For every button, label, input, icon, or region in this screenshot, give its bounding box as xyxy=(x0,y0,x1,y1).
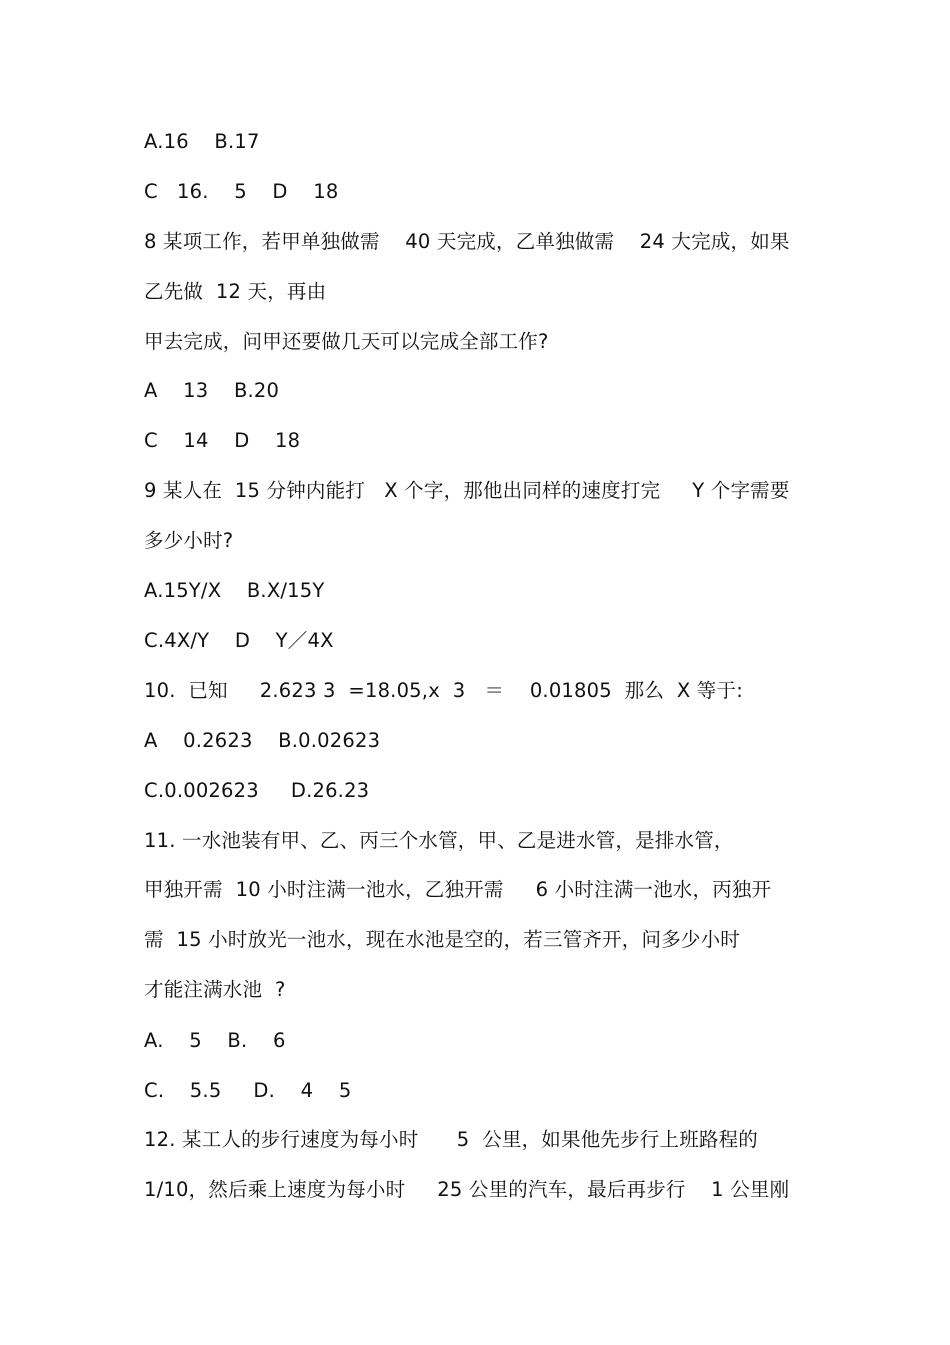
text-line: 多少小时? xyxy=(144,529,234,552)
text-line: A.16 B.17 xyxy=(144,130,260,153)
text-line: 12. 某工人的步行速度为每小时 5 公里，如果他先步行上班路程的 xyxy=(144,1128,759,1151)
text-line: A 0.2623 B.0.02623 xyxy=(144,729,381,752)
text-line: C.0.002623 D.26.23 xyxy=(144,779,370,802)
text-line: 9 某人在 15 分钟内能打 X 个字，那他出同样的速度打完 Y 个字需要 xyxy=(144,479,790,502)
text-line: 甲去完成，问甲还要做几天可以完成全部工作? xyxy=(144,330,549,353)
text-line: A 13 B.20 xyxy=(144,379,280,402)
text-line: C 14 D 18 xyxy=(144,429,301,452)
text-line: 才能注满水池 ? xyxy=(144,978,286,1001)
text-line: 乙先做 12 天，再由 xyxy=(144,280,327,303)
text-line: A.15Y/X B.X/15Y xyxy=(144,579,325,602)
text-line: C. 5.5 D. 4 5 xyxy=(144,1079,352,1102)
text-line: 8 某项工作，若甲单独做需 40 天完成，乙单独做需 24 大完成，如果 xyxy=(144,230,790,253)
text-line: 11. 一水池装有甲、乙、丙三个水管，甲、乙是进水管，是排水管， xyxy=(144,829,734,852)
text-line: 10. 已知 2.623 3 =18.05,x 3 ＝ 0.01805 那么 X 等于: xyxy=(144,679,743,702)
text-line: C.4X/Y D Y／4X xyxy=(144,629,334,652)
text-line: 1/10，然后乘上速度为每小时 25 公里的汽车，最后再步行 1 公里刚 xyxy=(144,1178,790,1201)
text-line: 需 15 小时放光一池水，现在水池是空的，若三管齐开，问多少小时 xyxy=(144,928,741,951)
text-line: C 16. 5 D 18 xyxy=(144,180,339,203)
text-line: 甲独开需 10 小时注满一池水，乙独开需 6 小时注满一池水，丙独开 xyxy=(144,878,772,901)
text-line: A. 5 B. 6 xyxy=(144,1029,286,1052)
